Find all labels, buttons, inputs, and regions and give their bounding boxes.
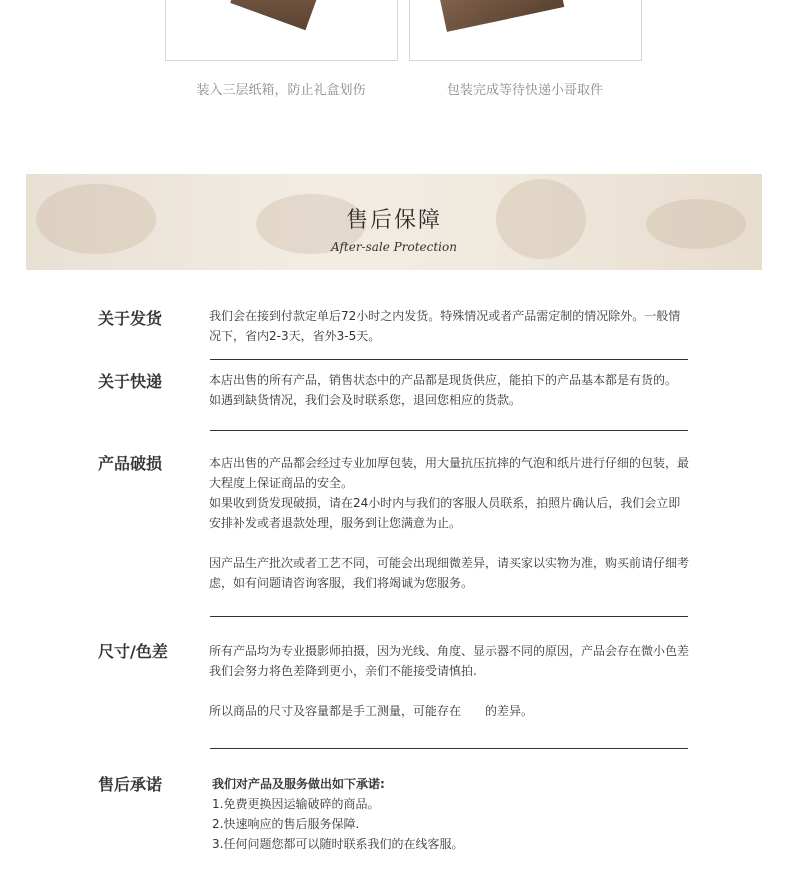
section-text: 所有产品均为专业摄影师拍摄，因为光线、角度、显示器不同的原因，产品会存在微小色差 [209, 644, 690, 658]
divider [210, 430, 688, 431]
shipping-photo-box [409, 0, 642, 61]
after-sale-banner [26, 174, 762, 270]
promise-heading: 我们对产品及服务做出如下承诺: [212, 777, 385, 791]
section-body-promise [212, 774, 692, 854]
section-text: 本店出售的产品都会经过专业加厚包装，用大量抗压抗摔的气泡和纸片进行仔细的包装，最大程度上保证商品的安全。 [209, 456, 690, 490]
divider [210, 359, 688, 360]
promise-item: 1.免费更换因运输破碎的商品。 [212, 797, 380, 811]
section-title-damage: 产品破损 [98, 454, 163, 473]
photo-caption-packing: 装入三层纸箱，防止礼盒划伤 [196, 83, 366, 98]
banner-title: 售后保障 [345, 208, 442, 233]
section-body-shipping [209, 306, 689, 346]
divider [210, 616, 688, 617]
section-text: 所以商品的尺寸及容量都是手工测量，可能存在 的差异。 [209, 704, 534, 718]
section-text: 如遇到缺货情况，我们会及时联系您，退回您相应的货款。 [209, 393, 522, 407]
section-title-size-color: 尺寸/色差 [98, 642, 168, 661]
section-text: 本店出售的所有产品，销售状态中的产品都是现货供应，能拍下的产品基本都是有货的。 [209, 373, 678, 387]
photo-caption-shipping: 包装完成等待快递小哥取件 [446, 83, 603, 98]
section-body-size-color [209, 641, 689, 721]
section-text: 因产品生产批次或者工艺不同，可能会出现细微差异，请买家以实物为准，购买前请仔细考虑，如有问题请咨询客服，我们将竭诚为您服务。 [209, 556, 690, 590]
promise-item: 2.快速响应的售后服务保障. [212, 817, 360, 831]
section-body-damage [209, 453, 689, 593]
promise-item: 3.任何问题您都可以随时联系我们的在线客服。 [212, 837, 464, 851]
section-title-shipping: 关于发货 [98, 309, 163, 328]
gift-box-image [230, 0, 322, 30]
section-title-promise: 售后承诺 [98, 775, 163, 794]
banner-subtitle: After-sale Protection [331, 240, 457, 254]
section-body-courier [209, 370, 689, 410]
section-text: 我们会努力将色差降到更小，亲们不能接受请慎拍. [209, 664, 477, 678]
section-title-courier: 关于快递 [98, 372, 163, 391]
parcel-image [436, 0, 565, 32]
packing-photo-box [165, 0, 398, 61]
section-text: 我们会在接到付款定单后72小时之内发货。特殊情况或者产品需定制的情况除外。一般情况下，省内2-3天，省外3-5天。 [209, 309, 681, 343]
divider [210, 748, 688, 749]
section-text: 如果收到货发现破损，请在24小时内与我们的客服人员联系，拍照片确认后，我们会立即安排补发或者退款处理，服务到让您满意为止。 [209, 496, 681, 530]
